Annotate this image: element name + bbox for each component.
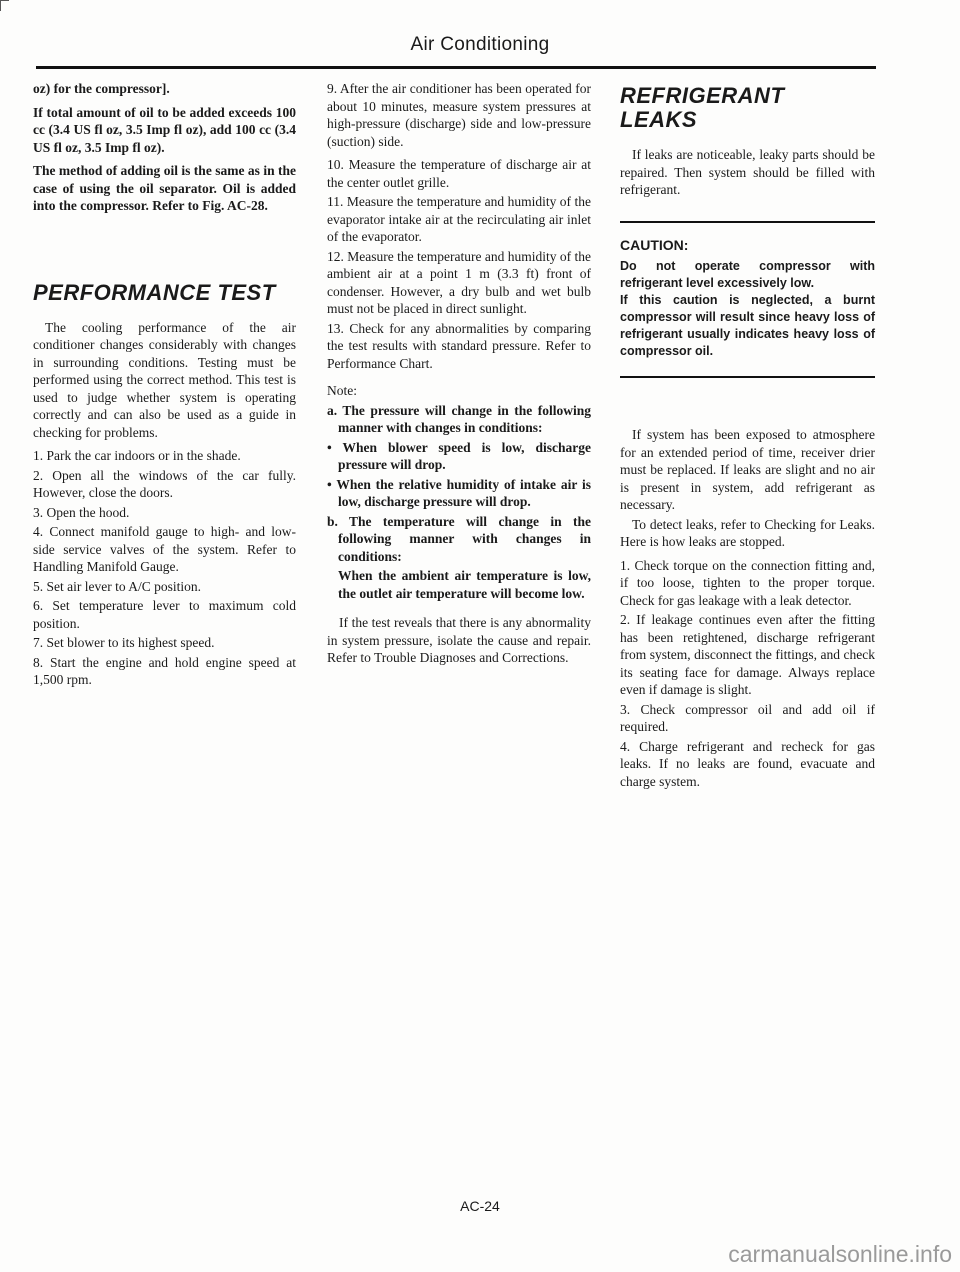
step-item: 8. Start the engine and hold engine speed at 1,500 rpm. [33,654,296,687]
note-bullet: • When blower speed is low, discharge pressure will drop. [327,439,591,472]
step-item: 5. Set air lever to A/C position. [33,578,201,594]
caution-box [620,221,875,379]
middle-column [327,80,591,673]
page-number: AC-24 [460,1198,500,1214]
caution-title: CAUTION: [620,236,689,253]
note-b: b. The temperature will change in the following manner with changes in conditions: [327,513,591,564]
leaks-intro-paragraph: If leaks are noticeable, leaky parts should be repaired. Then system should be filled with refrigerant. [620,147,875,197]
page-header-title: Air Conditioning [410,34,550,55]
step-item: 1. Park the car indoors or in the shade. [33,448,241,463]
detect-leaks-paragraph: To detect leaks, refer to Checking for Leaks. Here is how leaks are stopped. [620,516,875,549]
step-item: 11. Measure the temperature and humidity of the evaporator intake air at the recirculating air inlet of the evaporator. [327,194,591,244]
note-b-detail: When the ambient air temperature is low, the outlet air temperature will become low. [338,568,591,601]
corner-crop-mark [0,0,9,11]
step-item: 4. Charge refrigerant and recheck for gas leaks. If no leaks are found, evacuate and charge system. [620,738,875,789]
watermark: carmanualsonline.info [728,1241,952,1267]
step-item: 2. If leakage continues even after the fitting has been retightened, discharge refrigerant from system, disconnect the fittings, and check its seating face for damage. Always replace even if damage is slight. [620,612,875,697]
step-item: 3. Check compressor oil and add oil if required. [620,701,875,734]
oil-intro-line: oz) for the compressor]. [33,81,170,96]
oil-limit-paragraph: If total amount of oil to be added exceeds 100 cc (3.4 US fl oz, 3.5 Imp fl oz), add 100 cc (3.4 US fl oz, 3.5 Imp fl oz). [33,104,296,155]
step-item: 9. After the air conditioner has been operated for about 10 minutes, measure system pressures at high-pressure (discharge) side and low-pressure (suction) side. [327,81,591,149]
caution-text: If this caution is neglected, a burnt compressor will result since heavy loss of refrigerant usually indicates heavy loss of compressor oil. [620,293,875,358]
step-item: 1. Check torque on the connection fitting and, if too loose, tighten to the proper torque. Check for gas leakage with a leak detector. [620,557,875,608]
performance-test-heading: PERFORMANCE TEST [33,279,276,305]
step-item: 3. Open the hood. [33,504,130,520]
heading-line: LEAKS [620,107,698,132]
step-item: 4. Connect manifold gauge to high- and low-side service valves of the system. Refer to Handling Manifold Gauge. [33,524,296,574]
note-a: a. The pressure will change in the following manner with changes in conditions: [327,402,591,435]
refrigerant-leaks-heading [620,84,875,132]
heading-line: REFRIGERANT [620,83,785,108]
note-label: Note: [327,383,357,398]
step-item: 13. Check for any abnormalities by comparing the test results with standard pressure. Refer to Performance Chart. [327,320,591,371]
closing-paragraph: If the test reveals that there is any abnormality in system pressure, isolate the cause and repair. Refer to Trouble Diagnoses and Corrections. [327,615,591,665]
step-item: 6. Set temperature lever to maximum cold position. [33,598,296,631]
step-item: 12. Measure the temperature and humidity of the ambient air at a point 1 m (3.3 ft) front of condenser. However, a dry bulb and wet bulb must not be placed in direct sunlight. [327,248,591,316]
step-item: 2. Open all the windows of the car fully. However, close the doors. [33,467,296,500]
oil-method-paragraph: The method of adding oil is the same as in the case of using the oil separator. Oil is added into the compressor. Refer to Fig. AC-28. [33,163,296,213]
note-bullet: • When the relative humidity of intake air is low, discharge pressure will drop. [327,476,591,509]
right-column [620,80,875,792]
exposure-paragraph: If system has been exposed to atmosphere for an extended period of time, receiver drier must be replaced. If leaks are slight and no air is present in system, add refrigerant as necessary. [620,427,875,512]
performance-intro-paragraph: The cooling performance of the air conditioner changes considerably with changes in surrounding conditions. Testing must be performed using the correct method. This test is used to judge whether system is operating correctly and can also be used as a guide in checking for problems. [33,319,296,440]
caution-text: Do not operate compressor with refrigerant level excessively low. [620,259,875,290]
left-column [33,80,296,691]
step-item: 7. Set blower to its highest speed. [33,635,215,650]
header-rule [36,66,876,69]
step-item: 10. Measure the temperature of discharge air at the center outlet grille. [327,157,591,190]
